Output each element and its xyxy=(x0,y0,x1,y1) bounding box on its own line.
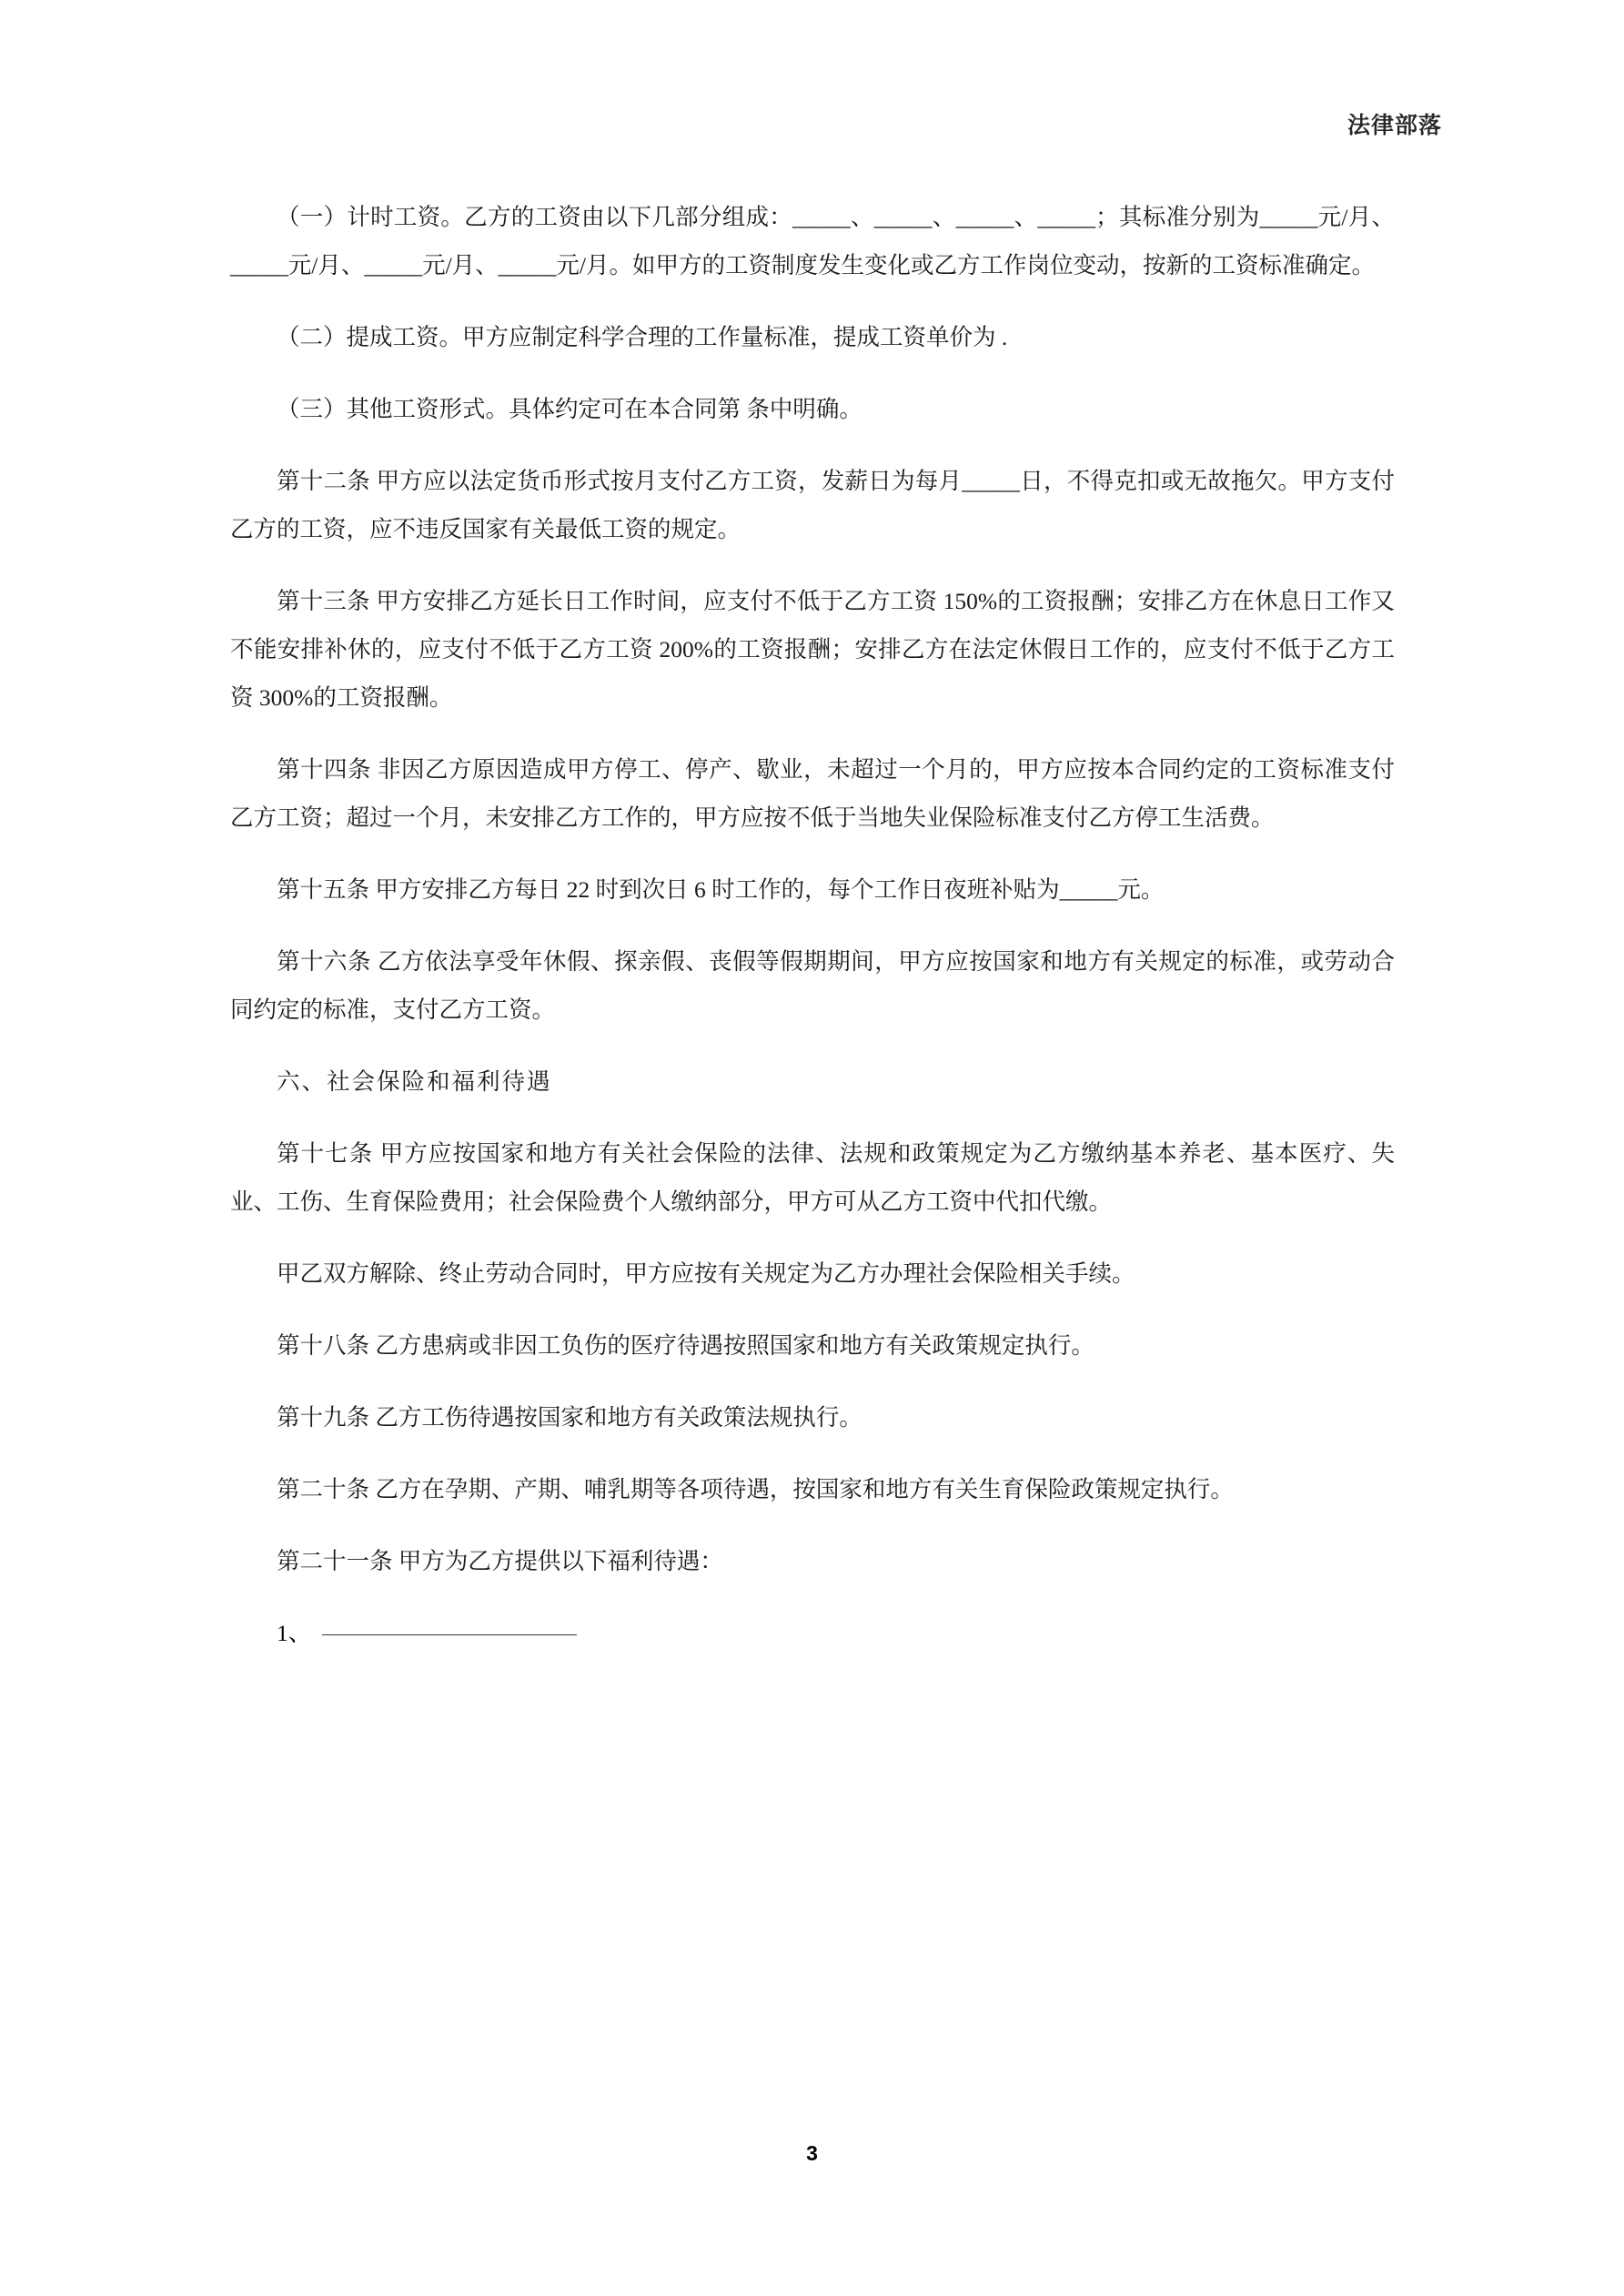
paragraph-termination-procedures: 甲乙双方解除、终止劳动合同时，甲方应按有关规定为乙方办理社会保险相关手续。 xyxy=(277,1260,1135,1287)
page-header-watermark: 法律部落 xyxy=(1347,113,1442,138)
paragraph-article-15: 第十五条 甲方安排乙方每日 22 时到次日 6 时工作的，每个工作日夜班补贴为_____元。 xyxy=(277,876,1165,903)
section-heading-social-insurance: 六、社会保险和福利待遇 xyxy=(277,1068,552,1095)
page-number: 3 xyxy=(806,2141,818,2165)
paragraph-timed-wage: （一）计时工资。乙方的工资由以下几部分组成：_____、_____、_____、_____；其标准分别为_____元/月、_____元/月、_____元/月、_____元/月。如甲方的工资制度发生变化或乙方工作岗位变动，按新的工资标准确定。 xyxy=(230,204,1395,278)
paragraph-commission-wage: （二）提成工资。甲方应制定科学合理的工作量标准，提成工资单价为 . xyxy=(277,324,1008,350)
list-item-benefit-1 xyxy=(230,1609,1395,1657)
paragraph-article-14: 第十四条 非因乙方原因造成甲方停工、停产、歇业，未超过一个月的，甲方应按本合同约定的工资标准支付乙方工资；超过一个月，未安排乙方工作的，甲方应按不低于当地失业保险标准支付乙方停工生活费。 xyxy=(230,756,1395,831)
fill-in-blank xyxy=(322,1633,577,1635)
document-body xyxy=(230,193,1395,1657)
paragraph-article-21: 第二十一条 甲方为乙方提供以下福利待遇： xyxy=(277,1548,723,1574)
paragraph-article-13: 第十三条 甲方安排乙方延长日工作时间，应支付不低于乙方工资 150%的工资报酬；安排乙方在休息日工作又不能安排补休的，应支付不低于乙方工资 200%的工资报酬；安排乙方在法定休假日工作的，应支付不低于乙方工资 300%的工资报酬。 xyxy=(230,588,1395,711)
paragraph-article-18: 第十八条 乙方患病或非因工负伤的医疗待遇按照国家和地方有关政策规定执行。 xyxy=(277,1332,1094,1359)
list-item-marker: 1、 xyxy=(277,1620,312,1646)
paragraph-article-20: 第二十条 乙方在孕期、产期、哺乳期等各项待遇，按国家和地方有关生育保险政策规定执行。 xyxy=(277,1476,1234,1502)
paragraph-article-19: 第十九条 乙方工伤待遇按国家和地方有关政策法规执行。 xyxy=(277,1404,862,1431)
paragraph-article-16: 第十六条 乙方依法享受年休假、探亲假、丧假等假期期间，甲方应按国家和地方有关规定的标准，或劳动合同约定的标准，支付乙方工资。 xyxy=(230,948,1395,1023)
paragraph-article-17: 第十七条 甲方应按国家和地方有关社会保险的法律、法规和政策规定为乙方缴纳基本养老、基本医疗、失业、工伤、生育保险费用；社会保险费个人缴纳部分，甲方可从乙方工资中代扣代缴。 xyxy=(230,1140,1395,1215)
paragraph-other-wage: （三）其他工资形式。具体约定可在本合同第 条中明确。 xyxy=(277,396,862,422)
paragraph-article-12: 第十二条 甲方应以法定货币形式按月支付乙方工资，发薪日为每月_____日，不得克扣或无故拖欠。甲方支付乙方的工资，应不违反国家有关最低工资的规定。 xyxy=(230,468,1395,542)
